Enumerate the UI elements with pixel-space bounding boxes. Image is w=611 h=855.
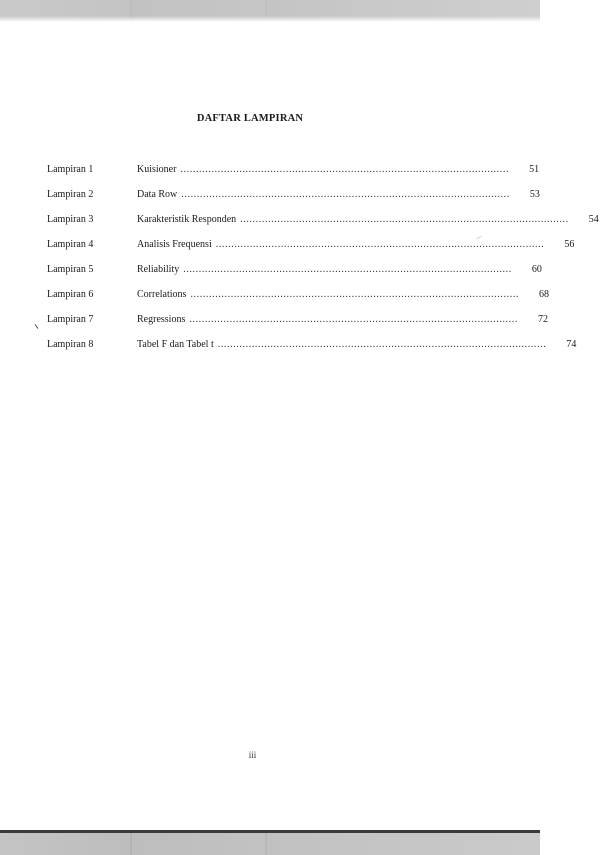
- appendix-page-number: 53: [529, 189, 540, 200]
- page-number: iii: [248, 750, 257, 760]
- leader-dots: ..........................................................................................................: [189, 314, 518, 325]
- appendix-title: Reliability: [137, 264, 180, 275]
- list-item[interactable]: [47, 264, 542, 289]
- scan-border-bottom: [0, 830, 540, 855]
- document-page: [0, 22, 599, 830]
- list-item[interactable]: [47, 214, 599, 239]
- list-item[interactable]: [47, 189, 540, 214]
- list-item[interactable]: [47, 289, 550, 314]
- appendix-item: [137, 239, 544, 250]
- page-title: DAFTAR LAMPIRAN: [196, 113, 304, 124]
- appendix-title: Regressions: [137, 314, 186, 325]
- appendix-label: Lampiran 3: [47, 214, 94, 225]
- leader-dots: ..........................................................................................................: [217, 339, 547, 350]
- appendix-item: [137, 164, 509, 175]
- leader-dots: ..........................................................................................................: [240, 214, 569, 225]
- list-item[interactable]: [47, 239, 575, 264]
- appendix-item: [137, 214, 569, 225]
- appendix-label: Lampiran 7: [47, 314, 94, 325]
- appendix-title: Tabel F dan Tabel t: [137, 339, 214, 350]
- leader-dots: ..........................................................................................................: [181, 189, 510, 200]
- appendix-label: Lampiran 2: [47, 189, 94, 200]
- appendix-title: Karakteristik Responden: [137, 214, 237, 225]
- appendix-label: Lampiran 6: [47, 289, 94, 300]
- appendix-item: [137, 289, 519, 300]
- appendix-label: Lampiran 1: [47, 164, 94, 175]
- appendix-item: [137, 264, 512, 275]
- appendix-page-number: 68: [539, 289, 550, 300]
- leader-dots: ..........................................................................................................: [190, 289, 520, 300]
- appendix-title: Data Row: [137, 189, 178, 200]
- appendix-page-number: 74: [566, 339, 577, 350]
- list-item[interactable]: [47, 314, 548, 339]
- list-item[interactable]: [47, 164, 540, 189]
- appendix-item: [137, 339, 546, 350]
- appendix-page-number: 51: [529, 164, 540, 175]
- appendix-label: Lampiran 5: [47, 264, 94, 275]
- leader-dots: ..........................................................................................................: [180, 164, 510, 175]
- appendix-page-number: 56: [564, 239, 575, 250]
- appendix-page-number: 54: [588, 214, 599, 225]
- pen-mark: [35, 324, 39, 329]
- appendix-list: [47, 164, 599, 364]
- scan-border-top: [0, 0, 540, 22]
- appendix-item: [137, 189, 510, 200]
- appendix-page-number: 60: [531, 264, 542, 275]
- leader-dots: ..........................................................................................................: [215, 239, 545, 250]
- appendix-title: Analisis Frequensi: [137, 239, 212, 250]
- appendix-title: Correlations: [137, 289, 187, 300]
- appendix-label: Lampiran 4: [47, 239, 94, 250]
- list-item[interactable]: [47, 339, 577, 364]
- appendix-item: [137, 314, 518, 325]
- appendix-title: Kuisioner: [137, 164, 177, 175]
- leader-dots: ..........................................................................................................: [183, 264, 512, 275]
- appendix-label: Lampiran 8: [47, 339, 94, 350]
- appendix-page-number: 72: [537, 314, 548, 325]
